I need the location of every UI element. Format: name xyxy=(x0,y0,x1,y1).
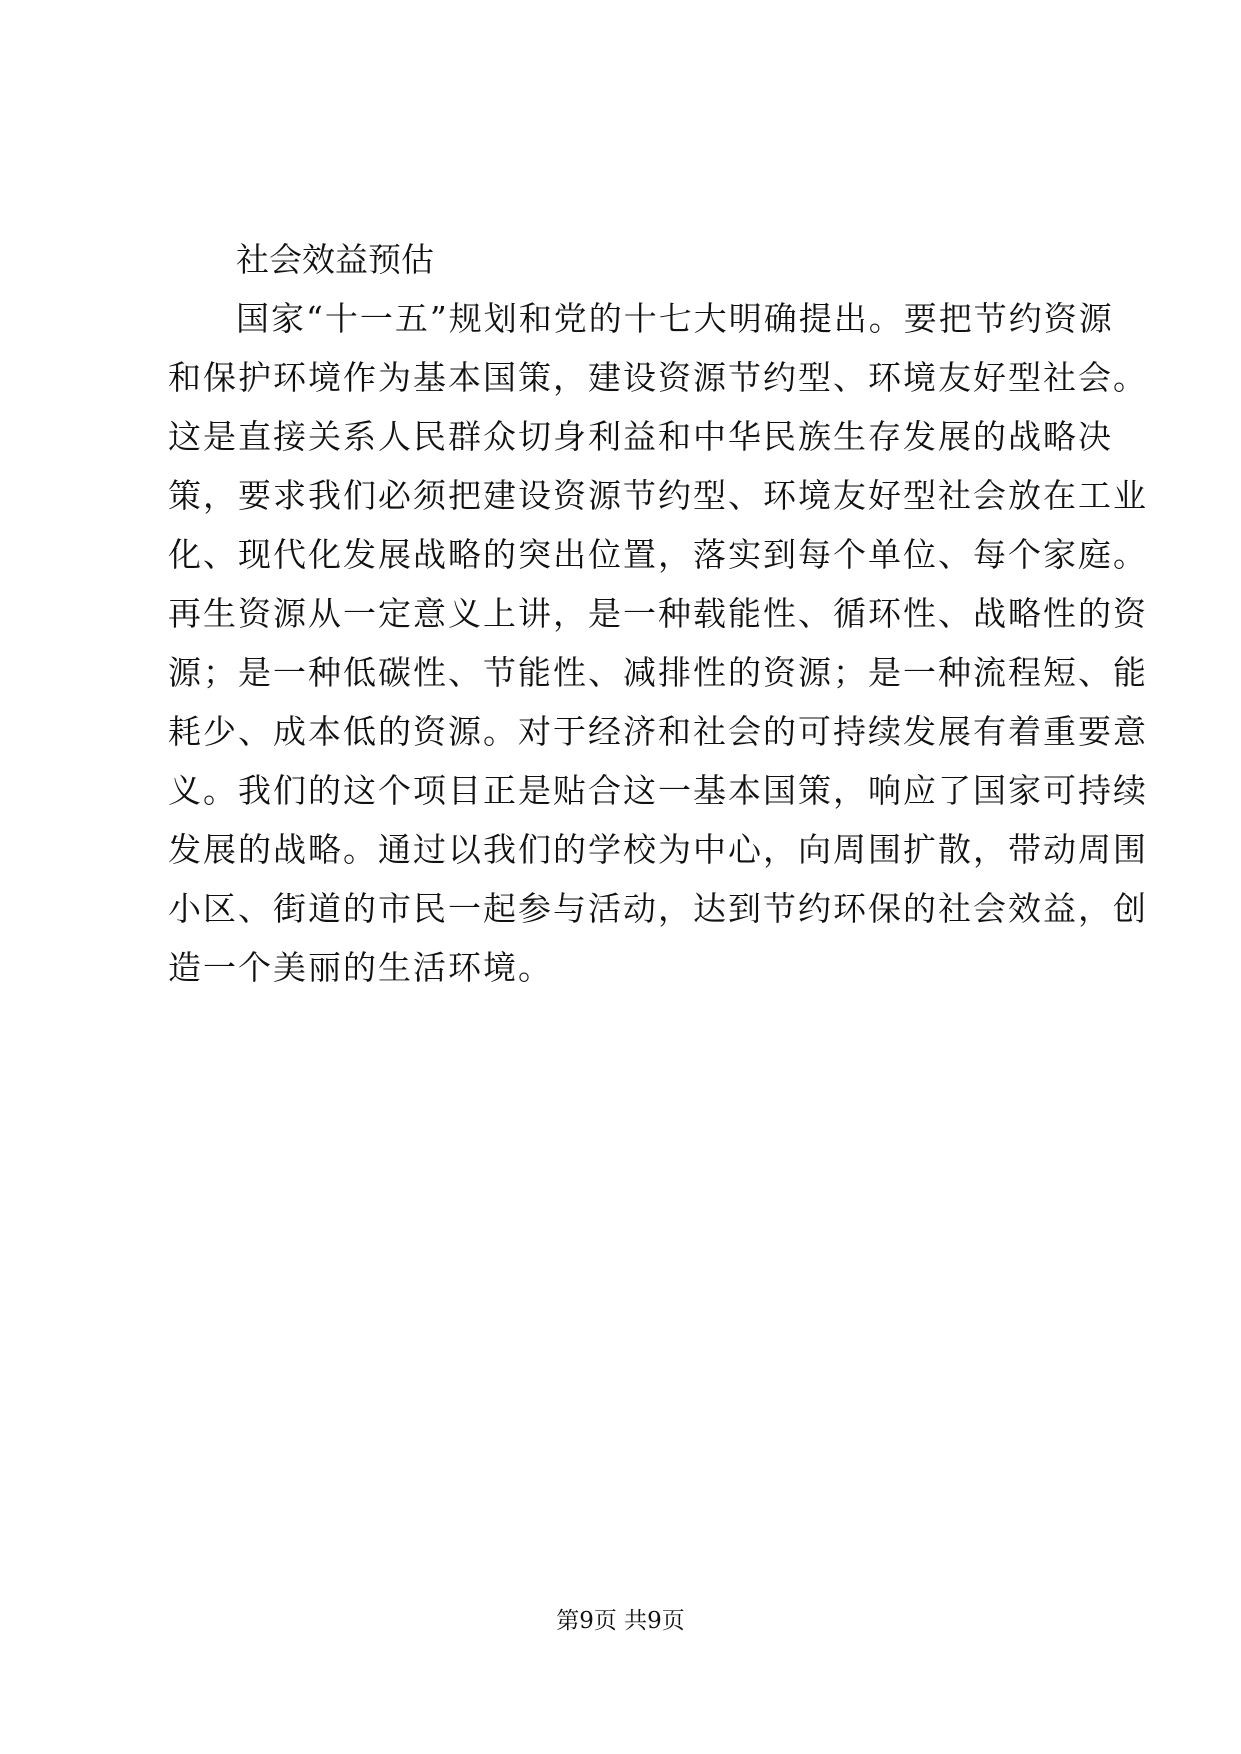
paragraph xyxy=(168,297,1148,989)
document-body xyxy=(168,238,1148,1005)
paragraph-line: 耗少、成本低的资源。对于经济和社会的可持续发展有着重要意 xyxy=(168,712,1148,751)
paragraph-line: 国家“十一五”规划和党的十七大明确提出。要把节约资源 xyxy=(236,299,1114,338)
paragraph-line: 小区、街道的市民一起参与活动，达到节约环保的社会效益，创 xyxy=(168,889,1148,928)
paragraph-line: 义。我们的这个项目正是贴合这一基本国策，响应了国家可持续 xyxy=(168,771,1148,810)
section-heading: 社会效益预估 xyxy=(236,240,434,279)
paragraph-line: 和保护环境作为基本国策，建设资源节约型、环境友好型社会。 xyxy=(168,358,1148,397)
paragraph-line: 发展的战略。通过以我们的学校为中心，向周围扩散，带动周围 xyxy=(168,830,1148,869)
paragraph-line: 再生资源从一定意义上讲，是一种载能性、循环性、战略性的资 xyxy=(168,594,1148,633)
page-number-footer: 第9页 共9页 xyxy=(556,1608,685,1634)
paragraph-line: 化、现代化发展战略的突出位置，落实到每个单位、每个家庭。 xyxy=(168,535,1148,574)
paragraph-line: 造一个美丽的生活环境。 xyxy=(168,948,553,987)
paragraph-line: 源；是一种低碳性、节能性、减排性的资源；是一种流程短、能 xyxy=(168,653,1148,692)
paragraph-line: 策，要求我们必须把建设资源节约型、环境友好型社会放在工业 xyxy=(168,476,1148,515)
paragraph-line: 这是直接关系人民群众切身利益和中华民族生存发展的战略决 xyxy=(168,417,1113,456)
